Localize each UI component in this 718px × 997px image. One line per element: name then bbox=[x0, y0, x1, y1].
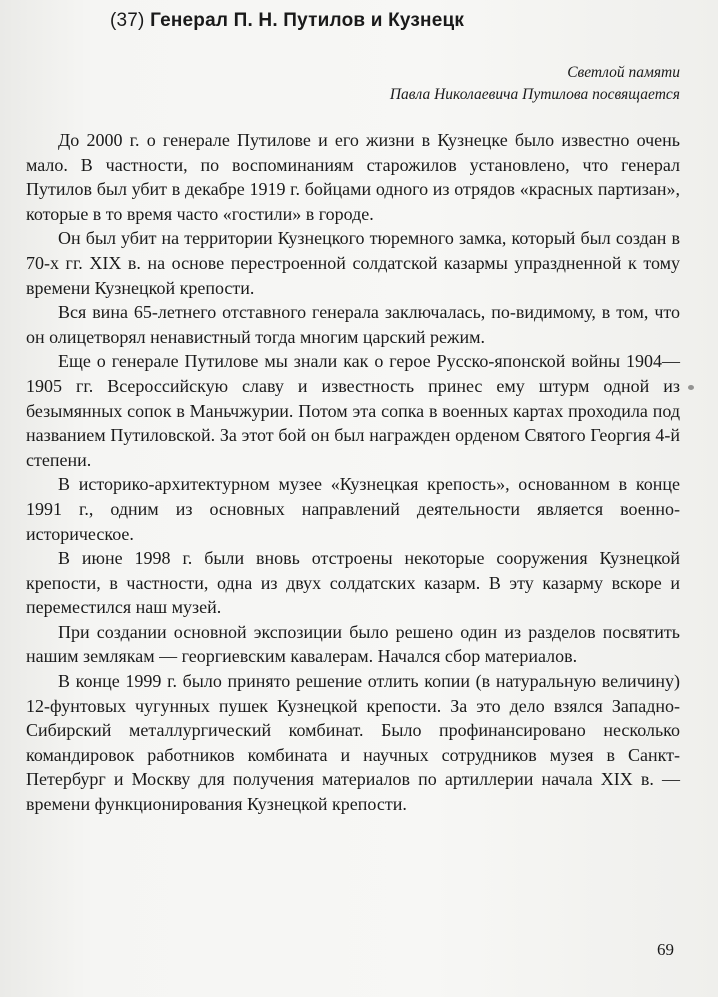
chapter-number: (37) bbox=[110, 10, 145, 31]
paragraph: В историко-архитектурном музее «Кузнецкая крепость», основанном в конце 1991 г., одним из основных направлений деятельности является военно-историческое. bbox=[26, 474, 680, 544]
dedication-line-1: Светлой памяти bbox=[567, 64, 680, 81]
dedication-line-2: Павла Николаевича Путилова посвящается bbox=[389, 86, 680, 103]
body-text bbox=[26, 128, 680, 817]
chapter-title bbox=[110, 10, 464, 32]
paragraph: В июне 1998 г. были вновь отстроены некоторые сооружения Кузнецкой крепости, в частности, одна из двух солдатских казарм. В эту казарму вскоре и переместился наш музей. bbox=[26, 548, 680, 618]
page-number: 69 bbox=[657, 940, 674, 959]
dedication bbox=[390, 62, 680, 106]
print-smudge bbox=[688, 385, 694, 390]
paragraph: Еще о генерале Путилове мы знали как о герое Русско-японской войны 1904—1905 гг. Всероссийскую славу и известность принес ему штурм одной из безымянных сопок в Маньчжурии. Потом эта сопка в военных картах проходила под названием Путиловской. За этот бой он был награжден орденом Святого Георгия 4-й степени. bbox=[26, 351, 680, 470]
paragraph: До 2000 г. о генерале Путилове и его жизни в Кузнецке было известно очень мало. В частности, по воспоминаниям старожилов установлено, что генерал Путилов был убит в декабре 1919 г. бойцами одного из отрядов «красных партизан», которые в то время часто «гостили» в городе. bbox=[26, 130, 680, 224]
chapter-title-text: Генерал П. Н. Путилов и Кузнецк bbox=[150, 10, 465, 31]
paragraph: В конце 1999 г. было принято решение отлить копии (в натуральную величину) 12-фунтовых чугунных пушек Кузнецкой крепости. За это дело взялся Западно-Сибирский металлургический комбинат. Было профинансировано несколько командировок работников комбината и научных сотрудников музея в Санкт-Петербург и Москву для получения материалов по артиллерии начала XIX в. — времени функционирования Кузнецкой крепости. bbox=[26, 671, 680, 815]
paragraph: Он был убит на территории Кузнецкого тюремного замка, который был создан в 70-х гг. XIX в. на основе перестроенной солдатской казармы упраздненной к тому времени Кузнецкой крепости. bbox=[26, 228, 680, 298]
paragraph: При создании основной экспозиции было решено один из разделов посвятить нашим землякам — георгиевским кавалерам. Начался сбор материалов. bbox=[26, 621, 680, 667]
paragraph: Вся вина 65-летнего отставного генерала заключалась, по-видимому, в том, что он олицетворял ненавистный тогда многим царский режим. bbox=[26, 302, 680, 347]
